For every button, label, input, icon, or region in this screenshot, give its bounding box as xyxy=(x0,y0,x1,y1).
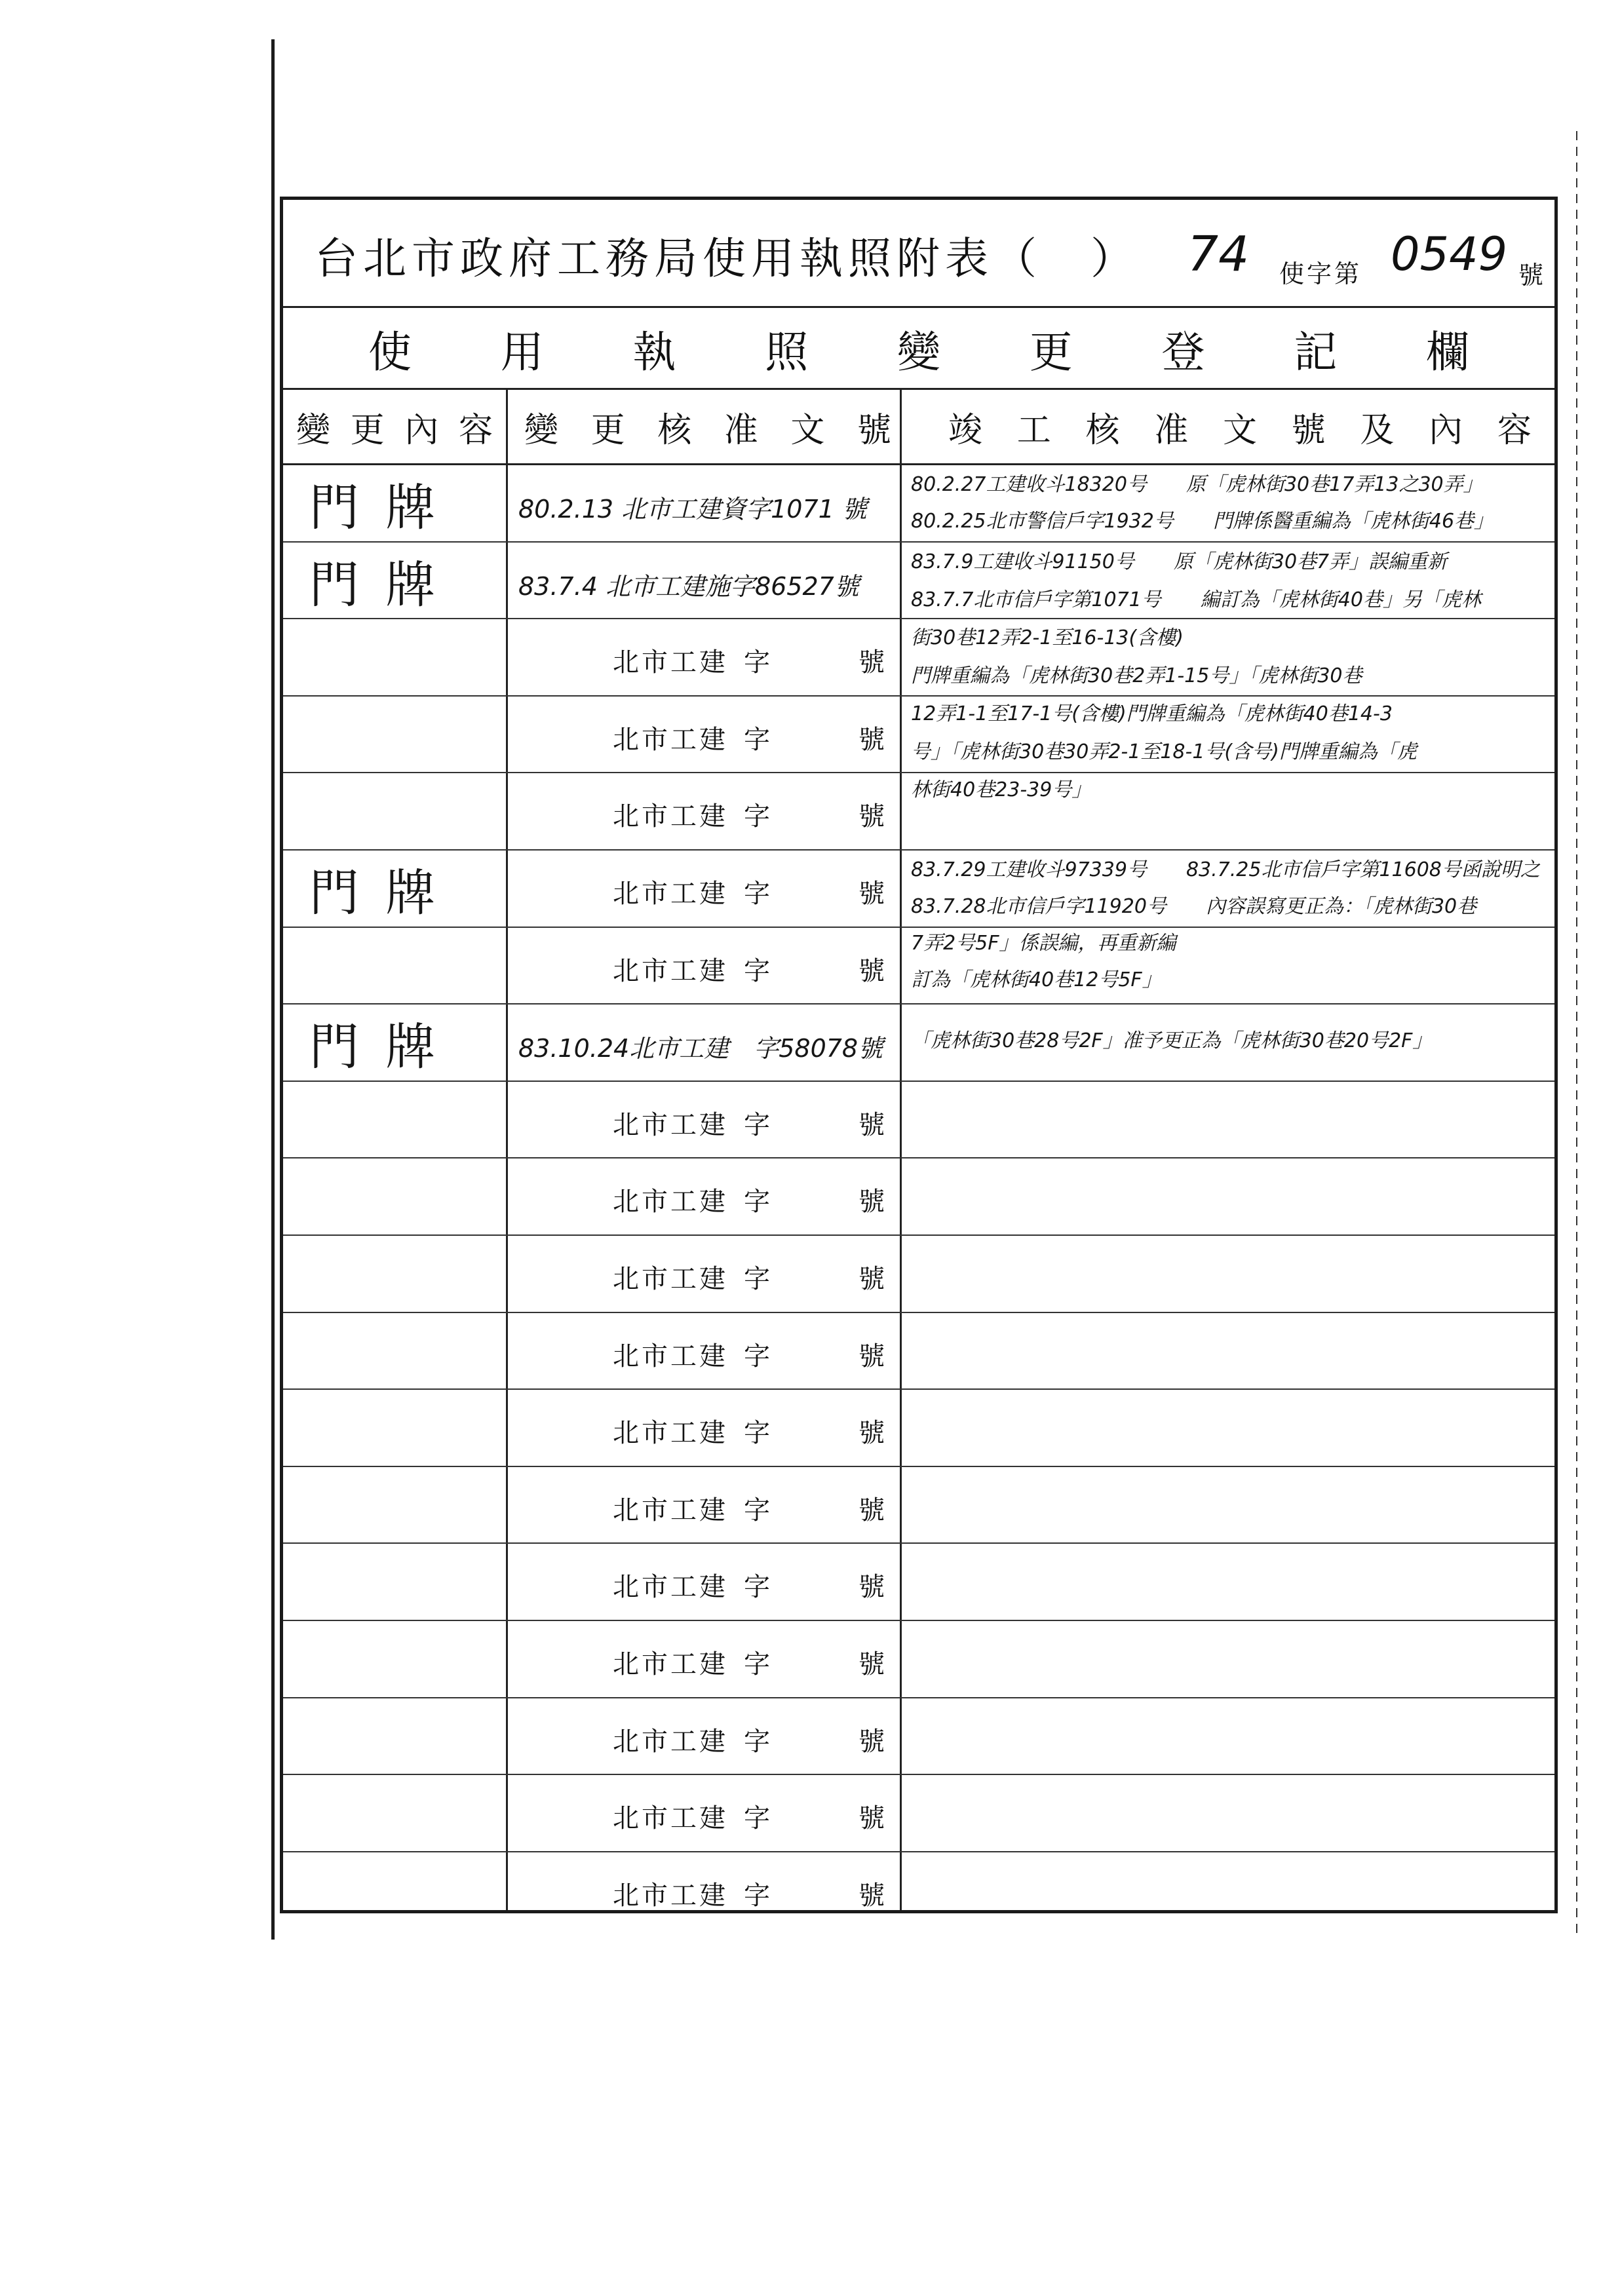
printed-hao-label: 號 xyxy=(858,801,885,832)
handwritten-completion-note: 7弄2号5F」係誤編，再重新編 xyxy=(911,932,1176,955)
table-row xyxy=(283,1390,1554,1467)
approval-number-cell xyxy=(508,1698,900,1774)
change-content-cell xyxy=(283,1852,506,1930)
printed-city-prefix: 北市工建 xyxy=(613,801,728,832)
handwritten-completion-note: 林街40巷23-39号」 xyxy=(911,778,1092,801)
handwritten-approval-number: 83.7.4 北市工建施字86527號 xyxy=(518,571,859,601)
completion-cell xyxy=(902,1082,1554,1158)
approval-number-cell xyxy=(508,1544,900,1620)
header-char: 文 xyxy=(1222,410,1257,450)
header-char: 變 xyxy=(524,410,559,450)
printed-zi-label: 字 xyxy=(744,1341,770,1371)
table-row xyxy=(283,1544,1554,1621)
handwritten-completion-note: 83.7.29工建收斗97339号 83.7.25北市信戶字第11608号函說明之 xyxy=(911,858,1540,881)
printed-zi-label: 字 xyxy=(744,1803,770,1834)
handwritten-completion-note: 83.7.28北市信戶字11920号 內容誤寫更正為：「虎林街30巷 xyxy=(911,895,1477,918)
printed-hao-label: 號 xyxy=(858,955,885,986)
printed-zi-label: 字 xyxy=(744,1187,770,1217)
permit-suffix: 號 xyxy=(1518,261,1544,290)
printed-zi-label: 字 xyxy=(744,955,770,986)
printed-hao-label: 號 xyxy=(858,1495,885,1525)
printed-city-prefix: 北市工建 xyxy=(613,1572,728,1603)
permit-use-label: 使字第 xyxy=(1279,259,1362,288)
header-char: 號 xyxy=(857,410,891,450)
header-char: 變 xyxy=(296,410,331,450)
header-char: 及 xyxy=(1360,410,1395,450)
header-char: 核 xyxy=(1085,410,1120,450)
printed-hao-label: 號 xyxy=(858,1341,885,1371)
handwritten-approval-number: 83.10.24北市工建 字58078號 xyxy=(518,1034,883,1063)
printed-zi-label: 字 xyxy=(744,1109,770,1140)
printed-zi-label: 字 xyxy=(744,1264,770,1294)
table-row xyxy=(283,1236,1554,1313)
printed-hao-label: 號 xyxy=(858,879,885,909)
approval-number-cell xyxy=(508,1467,900,1543)
approval-number-cell xyxy=(508,465,900,541)
printed-city-prefix: 北市工建 xyxy=(613,1418,728,1449)
completion-cell xyxy=(902,1236,1554,1312)
printed-zi-label: 字 xyxy=(744,879,770,909)
handwritten-completion-note: 12弄1-1至17-1号(含樓)門牌重編為「虎林街40巷14-3 xyxy=(911,702,1393,725)
banner-char: 記 xyxy=(1294,326,1338,377)
printed-city-prefix: 北市工建 xyxy=(613,1187,728,1217)
approval-number-cell xyxy=(508,1082,900,1158)
change-content-cell xyxy=(283,1158,506,1234)
printed-city-prefix: 北市工建 xyxy=(613,1341,728,1371)
completion-cell xyxy=(902,1852,1554,1930)
change-content-cell xyxy=(283,851,506,927)
printed-city-prefix: 北市工建 xyxy=(613,955,728,986)
printed-city-prefix: 北市工建 xyxy=(613,1109,728,1140)
table-row xyxy=(283,1621,1554,1698)
form-title-row xyxy=(283,200,1554,308)
change-content-cell xyxy=(283,1082,506,1158)
printed-zi-label: 字 xyxy=(744,1418,770,1449)
banner-char: 登 xyxy=(1161,326,1205,377)
printed-hao-label: 號 xyxy=(858,647,885,678)
approval-number-cell xyxy=(508,773,900,849)
approval-number-cell xyxy=(508,619,900,695)
header-char: 文 xyxy=(790,410,825,450)
printed-hao-label: 號 xyxy=(858,1187,885,1217)
handwritten-change-content: 門牌 xyxy=(309,555,461,614)
approval-number-cell xyxy=(508,697,900,773)
approval-number-cell xyxy=(508,1775,900,1851)
printed-city-prefix: 北市工建 xyxy=(613,647,728,678)
approval-number-cell xyxy=(508,1390,900,1466)
column-header-row xyxy=(283,390,1554,465)
printed-hao-label: 號 xyxy=(858,1880,885,1911)
completion-cell xyxy=(902,1544,1554,1620)
completion-cell xyxy=(902,1467,1554,1543)
header-char: 工 xyxy=(1016,410,1051,450)
banner-char: 照 xyxy=(765,326,809,377)
printed-zi-label: 字 xyxy=(744,801,770,832)
header-char: 內 xyxy=(1429,410,1463,450)
change-content-cell xyxy=(283,1775,506,1851)
banner-char: 執 xyxy=(632,326,676,377)
printed-zi-label: 字 xyxy=(744,1726,770,1757)
header-char: 內 xyxy=(404,410,439,450)
header-char: 更 xyxy=(590,410,625,450)
printed-zi-label: 字 xyxy=(744,647,770,678)
handwritten-completion-note: 83.7.7北市信戶字第1071号 編訂為「虎林街40巷」另「虎林 xyxy=(911,588,1481,611)
change-content-cell xyxy=(283,928,506,1004)
printed-city-prefix: 北市工建 xyxy=(613,1726,728,1757)
printed-city-prefix: 北市工建 xyxy=(613,724,728,755)
banner-char: 用 xyxy=(500,326,544,377)
printed-city-prefix: 北市工建 xyxy=(613,1649,728,1679)
header-char: 核 xyxy=(657,410,692,450)
binding-margin-line xyxy=(271,39,275,1940)
change-content-cell xyxy=(283,1467,506,1543)
header-completion xyxy=(948,390,1532,463)
printed-city-prefix: 北市工建 xyxy=(613,1803,728,1834)
handwritten-completion-note: 号」「虎林街30巷30弄2-1至18-1号(含号)門牌重編為「虎 xyxy=(911,740,1417,763)
handwritten-change-content: 門牌 xyxy=(309,478,461,537)
change-content-cell xyxy=(283,697,506,773)
change-content-cell xyxy=(283,1313,506,1389)
change-content-cell xyxy=(283,1390,506,1466)
completion-cell xyxy=(902,1698,1554,1774)
handwritten-change-content: 門牌 xyxy=(309,864,461,922)
printed-city-prefix: 北市工建 xyxy=(613,879,728,909)
printed-hao-label: 號 xyxy=(858,1572,885,1603)
printed-hao-label: 號 xyxy=(858,724,885,755)
change-content-cell xyxy=(283,465,506,541)
banner-char: 欄 xyxy=(1426,326,1469,377)
handwritten-completion-note: 街30巷12弄2-1至16-13(含樓) xyxy=(911,626,1184,649)
header-char: 更 xyxy=(350,410,385,450)
change-content-cell xyxy=(283,1698,506,1774)
change-content-cell xyxy=(283,773,506,849)
usage-permit-appendix-table xyxy=(280,197,1558,1913)
completion-cell xyxy=(902,1390,1554,1466)
table-row xyxy=(283,1313,1554,1390)
permit-serial: 0549 xyxy=(1391,227,1508,281)
printed-hao-label: 號 xyxy=(858,1649,885,1679)
printed-hao-label: 號 xyxy=(858,1109,885,1140)
table-row xyxy=(283,1467,1554,1544)
printed-zi-label: 字 xyxy=(744,1880,770,1911)
change-content-cell xyxy=(283,1544,506,1620)
banner-char: 更 xyxy=(1029,326,1073,377)
approval-number-cell xyxy=(508,851,900,927)
completion-cell xyxy=(902,1775,1554,1851)
banner-char: 使 xyxy=(368,326,412,377)
change-content-cell xyxy=(283,543,506,619)
handwritten-completion-note: 「虎林街30巷28号2F」准予更正為「虎林街30巷20号2F」 xyxy=(911,1029,1433,1053)
printed-hao-label: 號 xyxy=(858,1418,885,1449)
handwritten-change-content: 門牌 xyxy=(309,1018,461,1077)
header-char: 准 xyxy=(723,410,758,450)
approval-number-cell xyxy=(508,1852,900,1930)
handwritten-completion-note: 80.2.25北市警信戶字1932号 門牌係醫重編為「虎林街46巷」 xyxy=(911,510,1494,533)
approval-number-cell xyxy=(508,1158,900,1234)
change-content-cell xyxy=(283,1004,506,1081)
printed-zi-label: 字 xyxy=(744,1572,770,1603)
completion-cell xyxy=(902,1621,1554,1697)
printed-hao-label: 號 xyxy=(858,1803,885,1834)
header-char: 准 xyxy=(1154,410,1189,450)
change-content-cell xyxy=(283,619,506,695)
table-row xyxy=(283,1158,1554,1236)
table-row xyxy=(283,1852,1554,1930)
printed-hao-label: 號 xyxy=(858,1726,885,1757)
approval-number-cell xyxy=(508,543,900,619)
header-char: 號 xyxy=(1291,410,1326,450)
table-row xyxy=(283,1775,1554,1852)
printed-city-prefix: 北市工建 xyxy=(613,1880,728,1911)
banner-row xyxy=(283,308,1554,390)
printed-zi-label: 字 xyxy=(744,1495,770,1525)
completion-cell xyxy=(902,1313,1554,1389)
printed-zi-label: 字 xyxy=(744,1649,770,1679)
completion-cell xyxy=(902,1158,1554,1234)
printed-hao-label: 號 xyxy=(858,1264,885,1294)
header-char: 容 xyxy=(458,410,493,450)
table-row xyxy=(283,1698,1554,1776)
approval-number-cell xyxy=(508,1004,900,1081)
banner-title xyxy=(309,308,1528,388)
header-change-content xyxy=(296,390,493,463)
form-title: 台北市政府工務局使用執照附表（ ） xyxy=(315,233,1139,284)
handwritten-completion-note: 訂為「虎林街40巷12号5F」 xyxy=(911,968,1162,991)
change-content-cell xyxy=(283,1621,506,1697)
approval-number-cell xyxy=(508,1621,900,1697)
header-approval-no xyxy=(524,390,891,463)
printed-zi-label: 字 xyxy=(744,724,770,755)
header-char: 容 xyxy=(1497,410,1532,450)
permit-year: 74 xyxy=(1187,226,1250,282)
banner-char: 變 xyxy=(897,326,940,377)
approval-number-cell xyxy=(508,1236,900,1312)
handwritten-completion-note: 83.7.9工建收斗91150号 原「虎林街30巷7弄」誤編重新 xyxy=(911,550,1448,573)
printed-city-prefix: 北市工建 xyxy=(613,1264,728,1294)
handwritten-completion-note: 80.2.27工建收斗18320号 原「虎林街30巷17弄13之30弄」 xyxy=(911,473,1483,496)
approval-number-cell xyxy=(508,928,900,1004)
header-char: 竣 xyxy=(948,410,983,450)
change-content-cell xyxy=(283,1236,506,1312)
printed-city-prefix: 北市工建 xyxy=(613,1495,728,1525)
table-row xyxy=(283,1082,1554,1159)
handwritten-approval-number: 80.2.13 北市工建資字1071 號 xyxy=(518,495,867,524)
right-margin-mark xyxy=(1576,131,1577,1933)
approval-number-cell xyxy=(508,1313,900,1389)
handwritten-completion-note: 門牌重編為「虎林街30巷2弄1-15号」「虎林街30巷 xyxy=(911,664,1362,687)
